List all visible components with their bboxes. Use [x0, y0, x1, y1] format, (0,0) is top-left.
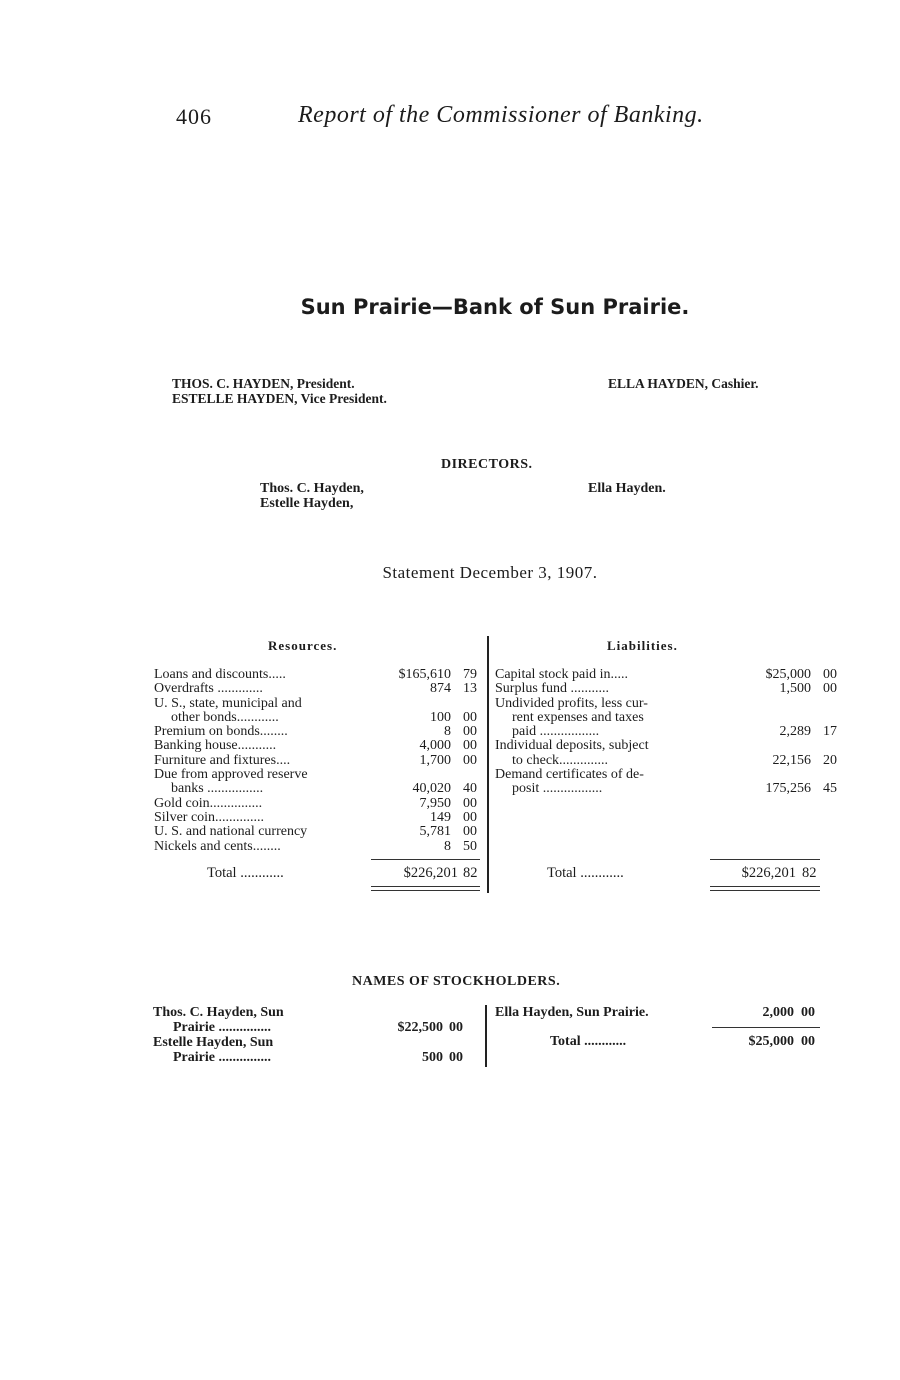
running-title: Report of the Commissioner of Banking.	[298, 102, 704, 128]
table-row	[154, 668, 477, 682]
stockholders-title: NAMES OF STOCKHOLDERS.	[352, 974, 561, 989]
directors-title: DIRECTORS.	[441, 457, 533, 472]
row-label: Due from approved reserve	[154, 767, 308, 783]
table-row	[154, 697, 477, 711]
row-dollars: 100	[430, 709, 451, 725]
table-row	[495, 682, 837, 696]
liabilities-total-cents: 82	[802, 865, 817, 881]
row-label: Overdrafts .............	[154, 681, 263, 697]
row-label: Banking house...........	[154, 738, 277, 754]
row-dollars	[734, 768, 811, 782]
row-label: to check..............	[512, 752, 609, 768]
row-cents: 17	[823, 724, 837, 740]
row-cents	[811, 739, 837, 753]
row-label: Loans and discounts.....	[154, 667, 286, 682]
row-dollars: $25,000	[765, 667, 811, 682]
stockholder-cents: 00	[449, 1050, 463, 1065]
table-row	[154, 782, 477, 796]
row-cents: 00	[463, 738, 477, 754]
officer-president: THOS. C. HAYDEN, President.	[172, 376, 355, 391]
table-row	[154, 711, 477, 725]
resources-total-cents: 82	[463, 865, 478, 881]
row-dollars: 1,500	[779, 681, 811, 697]
row-label: paid .................	[512, 724, 600, 740]
row-dollars	[393, 768, 451, 782]
table-row	[154, 825, 477, 839]
liabilities-table	[495, 668, 837, 797]
row-dollars: 1,700	[419, 752, 451, 768]
row-cents: 00	[463, 724, 477, 740]
row-label: posit .................	[512, 781, 603, 797]
table-row	[495, 697, 837, 711]
stockholder-dollars: 500	[422, 1050, 443, 1065]
row-dollars	[734, 739, 811, 753]
stockholder-dollars: $22,500	[397, 1020, 443, 1035]
row-dollars: 2,289	[779, 724, 811, 740]
row-cents: 00	[463, 709, 477, 725]
row-dollars: 5,781	[419, 824, 451, 840]
stockholder-name: Estelle Hayden, Sun	[153, 1035, 274, 1050]
page-number: 406	[176, 104, 212, 129]
officer-vice-president: ESTELLE HAYDEN, Vice President.	[172, 391, 387, 406]
stockholders-total-dollars: $25,000	[748, 1034, 794, 1049]
director-name: Estelle Hayden,	[260, 496, 354, 511]
table-row	[495, 668, 837, 682]
table-row	[154, 682, 477, 696]
stockholders-left	[153, 1005, 463, 1065]
row-cents: 45	[823, 781, 837, 797]
row-cents: 00	[463, 752, 477, 768]
total-rule	[712, 1027, 820, 1028]
row-label: U. S., state, municipal and	[154, 695, 302, 711]
stockholders-total-label: Total ............	[550, 1034, 627, 1049]
director-name: Ella Hayden.	[588, 481, 666, 496]
row-dollars: 175,256	[765, 781, 811, 797]
table-row	[154, 754, 477, 768]
row-cents	[811, 768, 837, 782]
officers-left	[172, 376, 387, 406]
statement-date: Statement December 3, 1907.	[382, 563, 598, 582]
row-dollars	[734, 711, 811, 725]
liabilities-total-dollars: $226,201	[741, 865, 796, 881]
double-rule	[710, 890, 820, 891]
row-cents	[451, 697, 477, 711]
list-item	[153, 1020, 463, 1035]
row-dollars: 22,156	[772, 752, 811, 768]
row-label: rent expenses and taxes	[512, 709, 644, 725]
row-label: Demand certificates of de-	[495, 767, 644, 783]
row-cents	[811, 711, 837, 725]
director-name: Thos. C. Hayden,	[260, 481, 364, 496]
row-dollars: 149	[430, 809, 451, 825]
row-cents: 00	[823, 667, 837, 682]
list-item	[153, 1005, 463, 1020]
row-label: Premium on bonds........	[154, 724, 288, 740]
row-dollars: 7,950	[419, 795, 451, 811]
row-cents: 00	[823, 681, 837, 697]
table-row	[495, 725, 837, 739]
row-cents: 00	[463, 795, 477, 811]
column-divider	[487, 636, 489, 893]
row-label: Individual deposits, subject	[495, 738, 649, 754]
resources-table	[154, 668, 477, 854]
row-dollars: $165,610	[398, 667, 451, 682]
table-row	[495, 711, 837, 725]
table-row	[154, 725, 477, 739]
resources-total-dollars: $226,201	[403, 865, 458, 881]
liabilities-title: Liabilities.	[607, 638, 678, 653]
row-label: Furniture and fixtures....	[154, 752, 291, 768]
row-label: Silver coin..............	[154, 809, 265, 825]
table-row	[154, 739, 477, 753]
officer-cashier: ELLA HAYDEN, Cashier.	[608, 376, 759, 391]
table-row	[154, 811, 477, 825]
stockholder-dollars: 2,000	[762, 1005, 794, 1020]
row-dollars	[393, 697, 451, 711]
list-item	[153, 1050, 463, 1065]
table-row	[154, 797, 477, 811]
stockholder-name: Thos. C. Hayden, Sun	[153, 1005, 284, 1020]
double-rule	[371, 886, 480, 887]
row-cents	[451, 768, 477, 782]
row-cents: 00	[463, 809, 477, 825]
table-row	[495, 754, 837, 768]
row-cents: 00	[463, 824, 477, 840]
resources-title: Resources.	[268, 638, 338, 653]
row-cents	[811, 697, 837, 711]
row-cents: 50	[463, 838, 477, 854]
table-row	[495, 782, 837, 796]
row-cents: 13	[463, 681, 477, 697]
liabilities-total-label: Total ............	[547, 865, 624, 881]
row-label: other bonds............	[171, 709, 279, 725]
row-cents: 20	[823, 752, 837, 768]
total-rule	[371, 859, 480, 860]
row-label: Surplus fund ...........	[495, 681, 609, 697]
table-row	[154, 768, 477, 782]
stockholder-name-cont: Prairie ...............	[173, 1050, 271, 1065]
list-item	[153, 1035, 463, 1050]
stockholder-cents: 00	[801, 1005, 815, 1020]
row-dollars: 8	[444, 838, 451, 854]
stockholder-name-cont: Prairie ...............	[173, 1020, 271, 1035]
stockholder-cents: 00	[449, 1020, 463, 1035]
row-cents: 40	[463, 781, 477, 797]
column-divider	[485, 1005, 487, 1067]
row-label: Gold coin...............	[154, 795, 263, 811]
double-rule	[371, 890, 480, 891]
row-dollars: 4,000	[419, 738, 451, 754]
row-cents: 79	[463, 667, 477, 682]
stockholder-name: Ella Hayden, Sun Prairie.	[495, 1005, 649, 1020]
stockholders-total-cents: 00	[801, 1034, 815, 1049]
row-label: U. S. and national currency	[154, 824, 308, 840]
row-label: banks ................	[171, 781, 264, 797]
table-row	[154, 840, 477, 854]
row-label: Undivided profits, less cur-	[495, 695, 648, 711]
row-label: Nickels and cents........	[154, 838, 281, 854]
row-dollars: 8	[444, 724, 451, 740]
directors-left	[260, 481, 364, 511]
total-rule	[710, 859, 820, 860]
table-row	[495, 739, 837, 753]
row-dollars	[734, 697, 811, 711]
row-dollars: 40,020	[412, 781, 451, 797]
table-row	[495, 768, 837, 782]
double-rule	[710, 886, 820, 887]
row-dollars: 874	[430, 681, 451, 697]
row-label: Capital stock paid in.....	[495, 667, 628, 682]
bank-title: Sun Prairie—Bank of Sun Prairie.	[300, 295, 690, 319]
resources-total-label: Total ............	[207, 865, 284, 881]
